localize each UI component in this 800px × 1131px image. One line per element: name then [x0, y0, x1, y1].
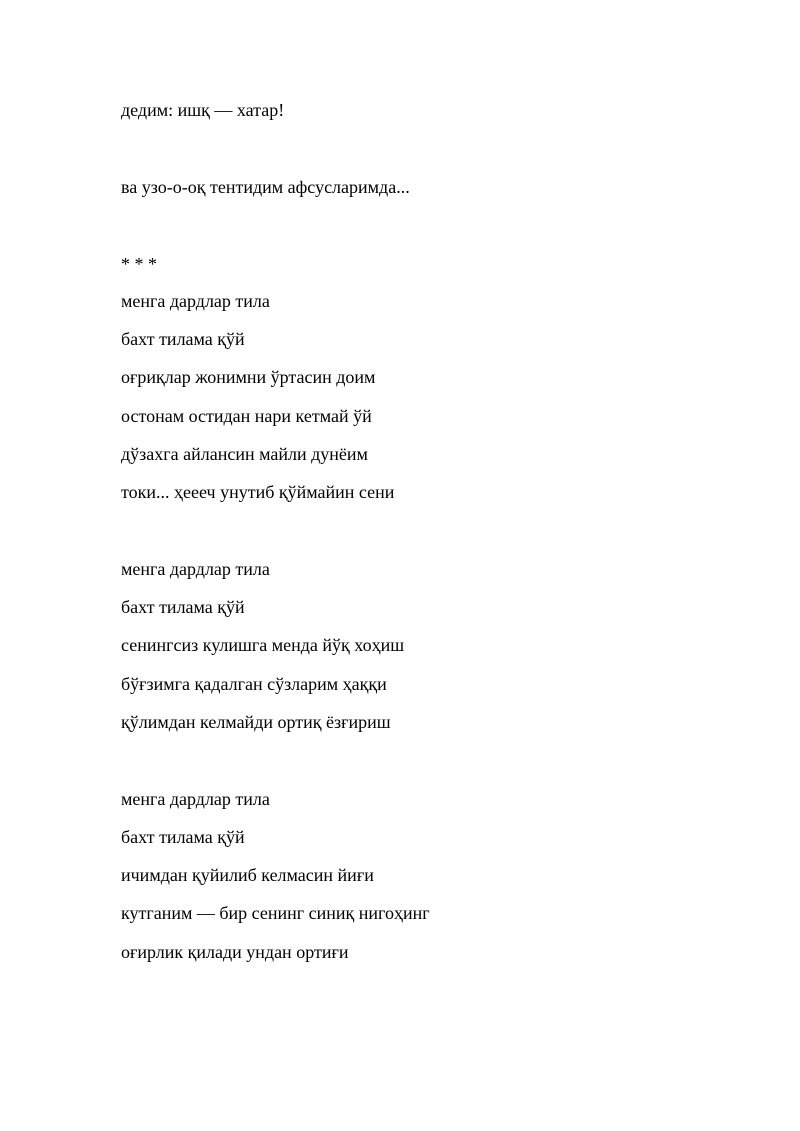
poem-line: ва узо-о-оқ тентидим афсусларимда...: [121, 177, 410, 197]
poem-line: кутганим — бир сенинг синиқ нигоҳинг: [121, 903, 430, 923]
poem-line: токи... ҳеееч унутиб қўймайин сени: [121, 482, 395, 502]
poem-line: бахт тилама қўй: [121, 597, 245, 617]
poem-line: дедим: ишқ — хатар!: [121, 100, 285, 120]
poem-line: менга дардлар тила: [121, 291, 270, 311]
poem-line: остонам остидан нари кетмай ўй: [121, 406, 372, 426]
poem-line: оғирлик қилади ундан ортиғи: [121, 942, 349, 962]
poem-line: бўғзимга қадалган сўзларим ҳаққи: [121, 674, 387, 694]
poem-line: бахт тилама қўй: [121, 827, 245, 847]
poem-line: менга дардлар тила: [121, 559, 270, 579]
poem-line: бахт тилама қўй: [121, 329, 245, 349]
poem-line: оғриқлар жонимни ўртасин доим: [121, 367, 376, 387]
poem-line: дўзахга айлансин майли дунёим: [121, 444, 368, 464]
poem-line: қўлимдан келмайди ортиқ ёзғириш: [121, 712, 391, 732]
poem-line: менга дардлар тила: [121, 789, 270, 809]
poem-line: ичимдан қуйилиб келмасин йиғи: [121, 865, 374, 885]
section-separator: * * *: [121, 254, 157, 274]
poem-line: сенингсиз кулишга менда йўқ хоҳиш: [121, 635, 405, 655]
